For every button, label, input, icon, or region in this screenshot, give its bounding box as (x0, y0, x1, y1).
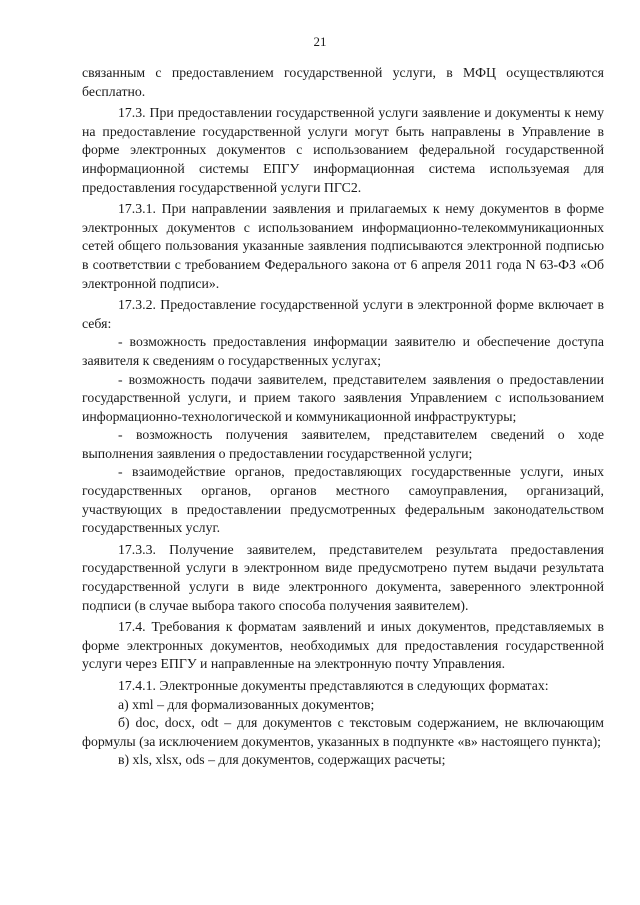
list-item: - возможность подачи заявителем, представителем заявления о предоставлении государственной услуги, и прием такого заявления Управлением с использованием информационно-технологической и коммуникационной инфраструктуры; (82, 371, 604, 424)
paragraph: 17.4.1. Электронные документы представляются в следующих форматах: (118, 678, 549, 693)
list-item: - возможность предоставления информации заявителю и обеспечение доступа заявителя к сведениям о государственных услугах; (82, 334, 604, 368)
list-item: в) xls, xlsx, ods – для документов, содержащих расчеты; (118, 752, 446, 768)
paragraph: связанным с предоставлением государственной услуги, в МФЦ осуществляются бесплатно. (82, 65, 604, 99)
list-item: - взаимодействие органов, предоставляющих государственные услуги, иных государственных органов, органов местного самоуправления, организаций, участвующих в предоставлении предусмотренных федеральным законодательством государственных услуг. (82, 464, 604, 536)
paragraph: 17.3.2. Предоставление государственной услуги в электронной форме включает в себя: (82, 297, 604, 331)
paragraph: 17.3. При предоставлении государственной услуги заявление и документы к нему на предоставление государственной услуги могут быть направлены в Управление в форме электронных документов с использованием федеральной государственной информационной системы ЕПГУ информационная система используемая для предоставления государственной услуги ПГС2. (82, 105, 604, 195)
paragraph: 17.4. Требования к форматам заявлений и иных документов, представляемых в форме электронных документов, необходимых для предоставления государственной услуги через ЕПГУ и направленные на электронную почту Управления. (82, 619, 604, 672)
paragraph: 17.3.1. При направлении заявления и прилагаемых к нему документов в форме электронных документов с использованием информационно-телекоммуникационных сетей общего пользования указанные заявления подписываются электронной подписью в соответствии с требованием Федерального закона от 6 апреля 2011 года N 63-ФЗ «Об электронной подписи». (82, 201, 604, 291)
paragraph: 17.3.3. Получение заявителем, представителем результата предоставления государственной услуги в электронном виде предусмотрено путем выдачи результата государственной услуги в виде электронного документа, заверенного электронной подписи (в случае выбора такого способа получения заявителем). (82, 541, 604, 613)
list-item: - возможность получения заявителем, представителем сведений о ходе выполнения заявления о предоставлении государственной услуги; (82, 427, 604, 461)
list-item: а) xml – для формализованных документов; (118, 696, 375, 712)
page-number: 21 (313, 34, 327, 49)
list-item: б) doc, docx, odt – для документов с текстовым содержанием, не включающим формулы (за исключением документов, указанных в подпункте «в» настоящего пункта); (82, 715, 604, 749)
document-body (82, 64, 604, 770)
